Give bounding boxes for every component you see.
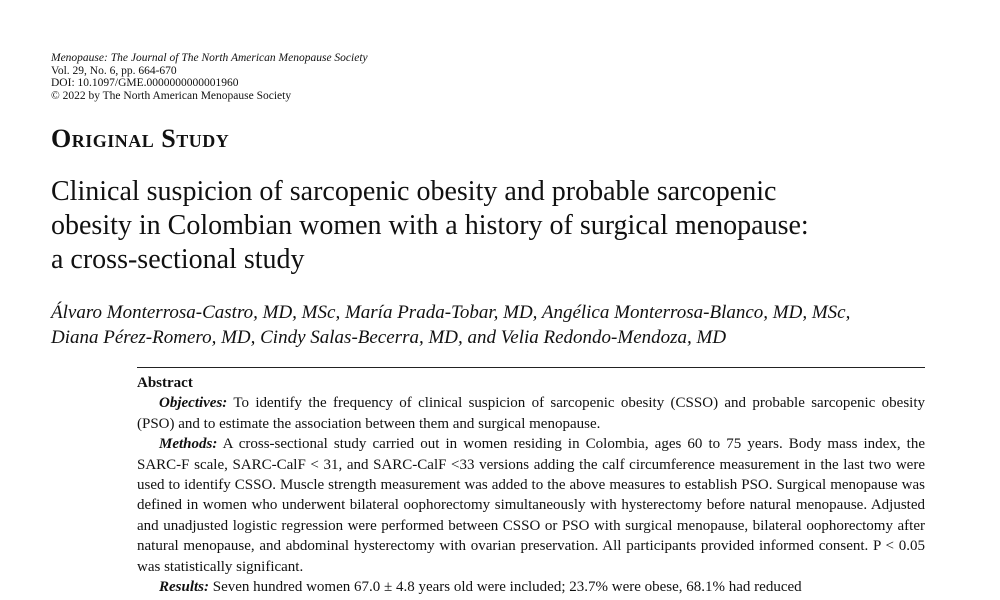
abstract bbox=[137, 367, 925, 597]
title-line: Clinical suspicion of sarcopenic obesity and probable sarcopenic bbox=[51, 176, 777, 207]
abstract-title: Abstract bbox=[137, 375, 193, 391]
article-title bbox=[51, 175, 951, 277]
methods-label: Methods: bbox=[159, 436, 218, 453]
objectives-text: To identify the frequency of clinical suspicion of sarcopenic obesity (CSSO) and probable sarcopenic obesity (PSO) and to estimate the association between them and surgical menopause. bbox=[137, 395, 926, 432]
results-label: Results: bbox=[159, 579, 210, 596]
volume-info: Vol. 29, No. 6, pp. 664-670 bbox=[51, 64, 177, 77]
author-line: Diana Pérez-Romero, MD, Cindy Salas-Becerra, MD, and Velia Redondo-Mendoza, MD bbox=[51, 327, 727, 348]
journal-name: Menopause: The Journal of The North American Menopause Society bbox=[51, 52, 368, 64]
author-line: Álvaro Monterrosa-Castro, MD, MSc, María Prada-Tobar, MD, Angélica Monterrosa-Blanco, MD, MSc, bbox=[51, 302, 851, 323]
copyright: © 2022 by The North American Menopause Society bbox=[51, 89, 292, 102]
methods-paragraph bbox=[137, 434, 925, 577]
title-line: a cross-sectional study bbox=[51, 244, 305, 275]
methods-text: A cross-sectional study carried out in women residing in Colombia, ages 60 to 75 years. Body mass index, the SARC-F scale, SARC-CalF < 31, and SARC-CalF <33 versions adding the calf circumference measurement in the last two were used to identify CSSO. Muscle strength measurement was added to the above measures to establish PSO. Surgical menopause was defined in women who underwent bilateral oophorectomy simultaneously with hysterectomy before natural menopause. Adjusted and unadjusted logistic regression were performed between CSSO or PSO with surgical menopause, bilateral oophorectomy after natural menopause, and abdominal hysterectomy with ovarian preservation. All participants provided informed consent. P < 0.05 was statistically significant. bbox=[137, 436, 925, 575]
journal-header bbox=[51, 52, 368, 102]
doi[interactable]: DOI: 10.1097/GME.0000000000001960 bbox=[51, 77, 239, 89]
objectives-paragraph bbox=[137, 393, 925, 434]
objectives-label: Objectives: bbox=[159, 395, 228, 412]
author-list bbox=[51, 300, 951, 350]
results-paragraph bbox=[137, 577, 925, 597]
title-line: obesity in Colombian women with a history of surgical menopause: bbox=[51, 210, 809, 241]
results-text: Seven hundred women 67.0 ± 4.8 years old were included; 23.7% were obese, 68.1% had reduced bbox=[212, 579, 802, 596]
section-heading: Original Study bbox=[51, 124, 230, 153]
